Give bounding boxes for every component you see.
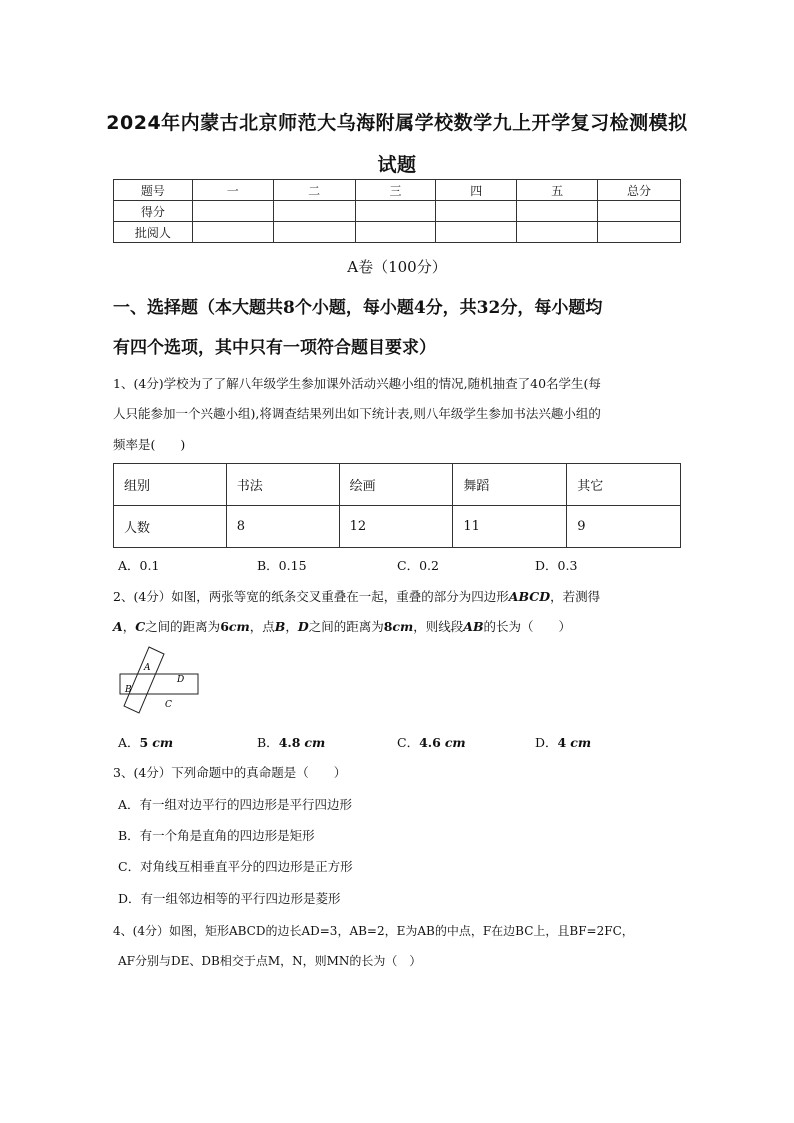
option-label: B． <box>257 735 279 750</box>
score-row-label: 得分 <box>114 201 193 222</box>
q4-stem-line2: AF分别与DE、DB相交于点M，N，则MN的长为（ ） <box>118 954 422 968</box>
option-value: 4 <box>557 735 567 750</box>
q1-table-cell: 11 <box>453 506 567 548</box>
q1-data-table <box>113 463 681 548</box>
score-cell <box>192 201 273 222</box>
q1-stem-line3: 频率是( ) <box>113 437 186 452</box>
q2-crossing-strips-figure <box>115 644 205 720</box>
q2-number: 6 <box>220 619 229 634</box>
q1-table-row <box>114 506 681 548</box>
score-table <box>113 179 681 243</box>
figure-label-d: D <box>177 675 185 685</box>
q1-stem-line2: 人只能参加一个兴趣小组),将调查结果列出如下统计表,则八年级学生参加书法兴趣小组的 <box>113 406 601 421</box>
option-label: A． <box>118 735 140 750</box>
q1-option-a[interactable]: A．0.1 <box>118 558 160 573</box>
q1-table-cell: 9 <box>567 506 681 548</box>
figure-label-c: C <box>165 700 172 710</box>
q2-var: B <box>274 619 286 634</box>
option-unit: cm <box>570 735 592 750</box>
option-value: 4.6 <box>419 735 441 750</box>
q1-option-d[interactable]: D．0.3 <box>535 558 578 573</box>
figure-label-a: A <box>144 663 151 673</box>
score-row <box>114 201 681 222</box>
option-unit: cm <box>304 735 326 750</box>
q1-table-header-cell: 绘画 <box>339 464 453 506</box>
option-label: D． <box>535 735 558 750</box>
q3-option-c[interactable]: C．对角线互相垂直平分的四边形是正方形 <box>118 859 353 874</box>
option-unit: cm <box>444 735 466 750</box>
horizontal-strip <box>120 674 198 694</box>
q2-option-c[interactable] <box>397 733 466 751</box>
option-unit: cm <box>152 735 174 750</box>
q1-table-header-cell: 其它 <box>567 464 681 506</box>
q1-option-b[interactable]: B．0.15 <box>257 558 307 573</box>
score-cell <box>517 201 598 222</box>
q2-unit: cm <box>392 619 414 634</box>
q3-option-a[interactable]: A．有一组对边平行的四边形是平行四边形 <box>118 797 353 812</box>
score-header-cell: 五 <box>517 180 598 201</box>
q1-table-header-cell: 书法 <box>226 464 339 506</box>
q1-stem-line1: 1、(4分)学校为了了解八年级学生参加课外活动兴趣小组的情况,随机抽查了40名学生(每 <box>113 376 601 391</box>
score-header-cell: 二 <box>273 180 355 201</box>
q2-option-b[interactable] <box>257 733 325 751</box>
option-value: 5 <box>139 735 149 750</box>
q2-var: ABCD <box>508 589 551 604</box>
score-cell <box>598 222 681 243</box>
score-cell <box>436 222 517 243</box>
q2-text: ， <box>122 619 136 634</box>
score-cell <box>355 201 436 222</box>
q1-option-c[interactable]: C．0.2 <box>397 558 439 573</box>
volume-label: A卷（100分） <box>347 258 447 276</box>
q4-stem-line1: 4、(4分）如图，矩形ABCD的边长AD=3，AB=2，E为AB的中点，F在边BC上，且BF=2FC， <box>113 924 634 938</box>
q2-text: ，则线段 <box>413 619 464 634</box>
score-header-cell: 三 <box>355 180 436 201</box>
q2-var: D <box>297 619 309 634</box>
score-header-cell: 总分 <box>598 180 681 201</box>
q2-text: 的长为（ ） <box>483 619 572 634</box>
q2-text: ，若测得 <box>550 589 601 604</box>
score-cell <box>436 201 517 222</box>
score-cell <box>273 201 355 222</box>
reviewer-row <box>114 222 681 243</box>
score-header-cell: 题号 <box>114 180 193 201</box>
score-cell <box>192 222 273 243</box>
option-value: 4.8 <box>278 735 301 750</box>
score-header-row <box>114 180 681 201</box>
score-header-cell: 一 <box>192 180 273 201</box>
page-title: 2024年内蒙古北京师范大乌海附属学校数学九上开学复习检测模拟 <box>106 112 688 134</box>
q3-stem: 3、(4分）下列命题中的真命题是（ ） <box>113 765 347 780</box>
q2-text: ，点 <box>249 619 275 634</box>
section-heading-continued: 有四个选项，其中只有一项符合题目要求） <box>113 338 436 358</box>
q1-table-cell: 12 <box>339 506 453 548</box>
score-cell <box>517 222 598 243</box>
diagonal-strip <box>124 647 164 713</box>
score-header-cell: 四 <box>436 180 517 201</box>
reviewer-row-label: 批阅人 <box>114 222 193 243</box>
q2-text: 之间的距离为 <box>145 619 221 634</box>
q2-option-d[interactable] <box>535 733 591 751</box>
page-title-continued: 试题 <box>377 154 417 176</box>
q2-option-a[interactable] <box>118 733 173 751</box>
q2-var: AB <box>463 619 484 634</box>
q2-text: 2、(4分）如图，两张等宽的纸条交叉重叠在一起，重叠的部分为四边形 <box>113 589 509 604</box>
section-heading: 一、选择题（本大题共8个小题，每小题4分，共32分，每小题均 <box>113 298 603 318</box>
q1-table-header-row <box>114 464 681 506</box>
q3-option-b[interactable]: B．有一个角是直角的四边形是矩形 <box>118 828 315 843</box>
q1-table-cell: 人数 <box>114 506 227 548</box>
q2-var: C <box>135 619 146 634</box>
q1-table-header-cell: 组别 <box>114 464 227 506</box>
score-cell <box>598 201 681 222</box>
q1-table-header-cell: 舞蹈 <box>453 464 567 506</box>
figure-label-b: B <box>125 685 132 695</box>
q2-stem-line2 <box>113 618 571 636</box>
q2-stem-line1 <box>113 588 600 606</box>
q2-number: 8 <box>383 619 393 634</box>
score-cell <box>355 222 436 243</box>
q2-text: ， <box>285 619 298 634</box>
q2-text: 之间的距离为 <box>308 619 384 634</box>
q2-var: A <box>113 619 123 634</box>
q2-unit: cm <box>228 619 250 634</box>
q1-table-cell: 8 <box>226 506 339 548</box>
option-label: C． <box>397 735 420 750</box>
q3-option-d[interactable]: D．有一组邻边相等的平行四边形是菱形 <box>118 891 341 906</box>
score-cell <box>273 222 355 243</box>
